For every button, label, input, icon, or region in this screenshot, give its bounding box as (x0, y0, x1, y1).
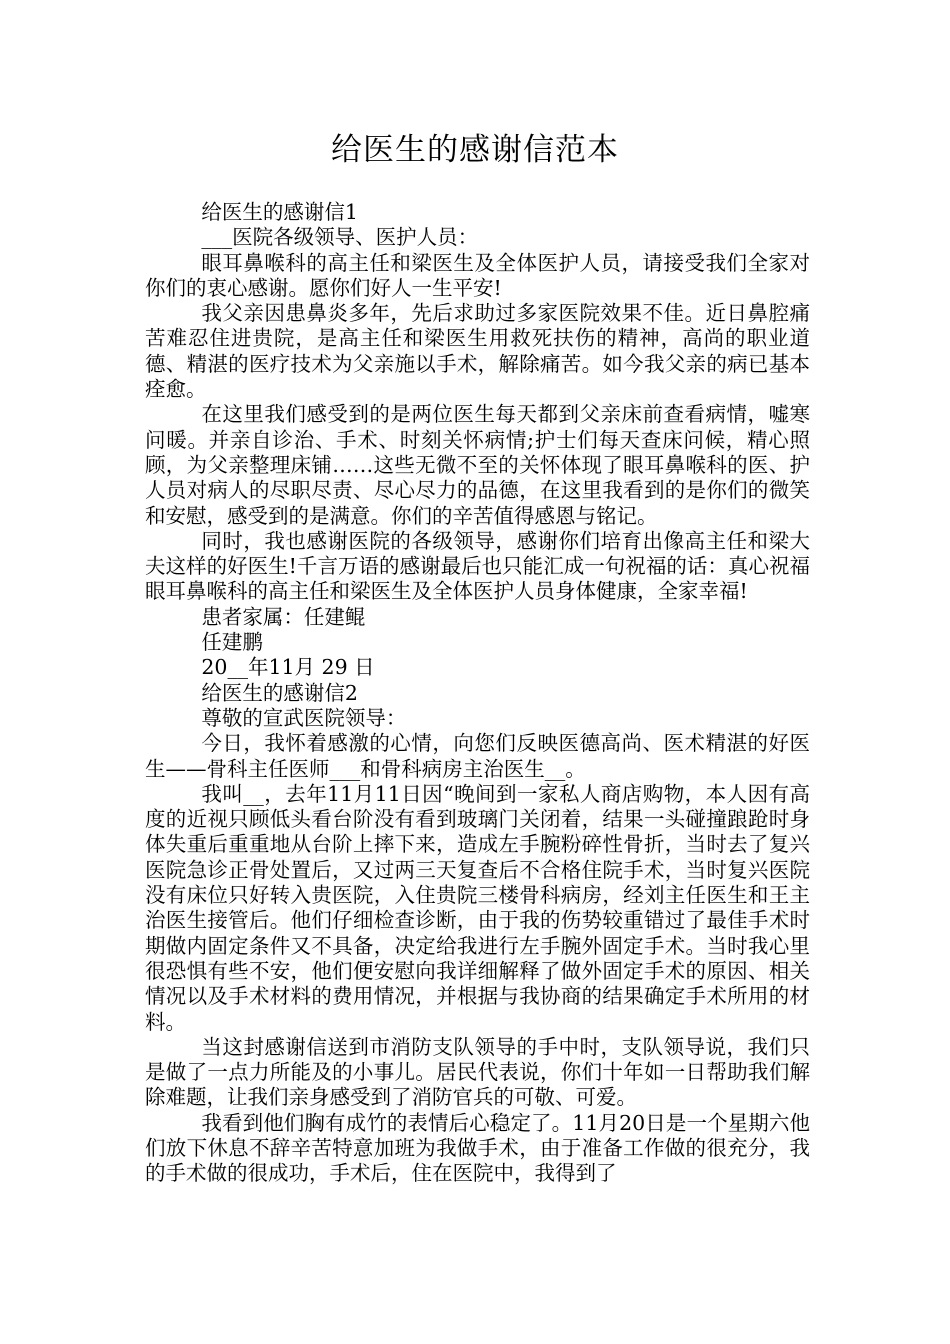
signature-name: 任建鹏 (201, 630, 263, 655)
letter-1-salutation: ___医院各级领导、医护人员： (201, 225, 479, 250)
body-paragraph: 我父亲因患鼻炎多年，先后求助过多家医院效果不佳。近日鼻腔痛苦难忍住进贵院，是高主任和梁医生用救死扶伤的精神，高尚的职业道德、精湛的医疗技术为父亲施以手术，解除痛苦。如今我父亲的病已基本痊愈。 (145, 301, 810, 402)
body-paragraph: 在这里我们感受到的是两位医生每天都到父亲床前查看病情，嘘寒问暖。并亲自诊治、手术、时刻关怀病情;护士们每天查床问候，精心照顾，为父亲整理床铺……这些无微不至的关怀体现了眼耳鼻喉科的医、护人员对病人的尽职尽责、尽心尽力的品德，在这里我看到的是你们的微笑和安慰，感受到的是满意。你们的辛苦值得感恩与铭记。 (145, 402, 810, 528)
letter-date: 20__年11月 29 日 (201, 655, 375, 680)
letter-2-heading: 给医生的感谢信2 (201, 680, 358, 705)
letter-1-heading: 给医生的感谢信1 (201, 200, 358, 224)
body-paragraph: 我叫__，去年11月11日因“晚间到一家私人商店购物，本人因有高度的近视只顾低头看台阶没有看到玻璃门关闭着，结果一头碰撞踉跄时身体失重后重重地从台阶上摔下来，造成左手腕粉碎性骨折，当时去了复兴医院急诊正骨处置后，又过两三天复查后不合格住院手术，当时复兴医院没有床位只好转入贵医院，入住贵院三楼骨科病房，经刘主任医生和王主治医生接管后。他们仔细检查诊断，由于我的伤势较重错过了最佳手术时期做内固定条件又不具备，决定给我进行左手腕外固定手术。当时我心里很恐惧有些不安，他们便安慰向我详细解释了做外固定手术的原因、相关情况以及手术材料的费用情况，并根据与我协商的结果确定手术所用的材料。 (145, 781, 810, 1034)
body-paragraph: 眼耳鼻喉科的高主任和梁医生及全体医护人员，请接受我们全家对你们的衷心感谢。愿你们好人一生平安! (145, 250, 810, 300)
signature-line: 患者家属：任建鲲 (201, 604, 366, 629)
body-paragraph: 今日，我怀着感激的心情，向您们反映医德高尚、医术精湛的好医生——骨科主任医师___和骨科病房主治医生__。 (145, 731, 810, 781)
body-paragraph: 同时，我也感谢医院的各级领导，感谢你们培育出像高主任和梁大夫这样的好医生!千言万语的感谢最后也只能汇成一句祝福的话：真心祝福眼耳鼻喉科的高主任和梁医生及全体医护人员身体健康，全家幸福! (145, 528, 810, 604)
document-body (145, 200, 810, 1187)
letter-2-salutation: 尊敬的宣武医院领导： (201, 705, 407, 730)
document-title: 给医生的感谢信范本 (331, 132, 619, 168)
body-paragraph: 当这封感谢信送到市消防支队领导的手中时，支队领导说，我们只是做了一点力所能及的小事儿。居民代表说，你们十年如一日帮助我们解除难题，让我们亲身感受到了消防官兵的可敬、可爱。 (145, 1034, 810, 1110)
body-paragraph: 我看到他们胸有成竹的表情后心稳定了。11月20日是一个星期六他们放下休息不辞辛苦特意加班为我做手术，由于准备工作做的很充分，我的手术做的很成功，手术后，住在医院中，我得到了 (145, 1110, 810, 1186)
